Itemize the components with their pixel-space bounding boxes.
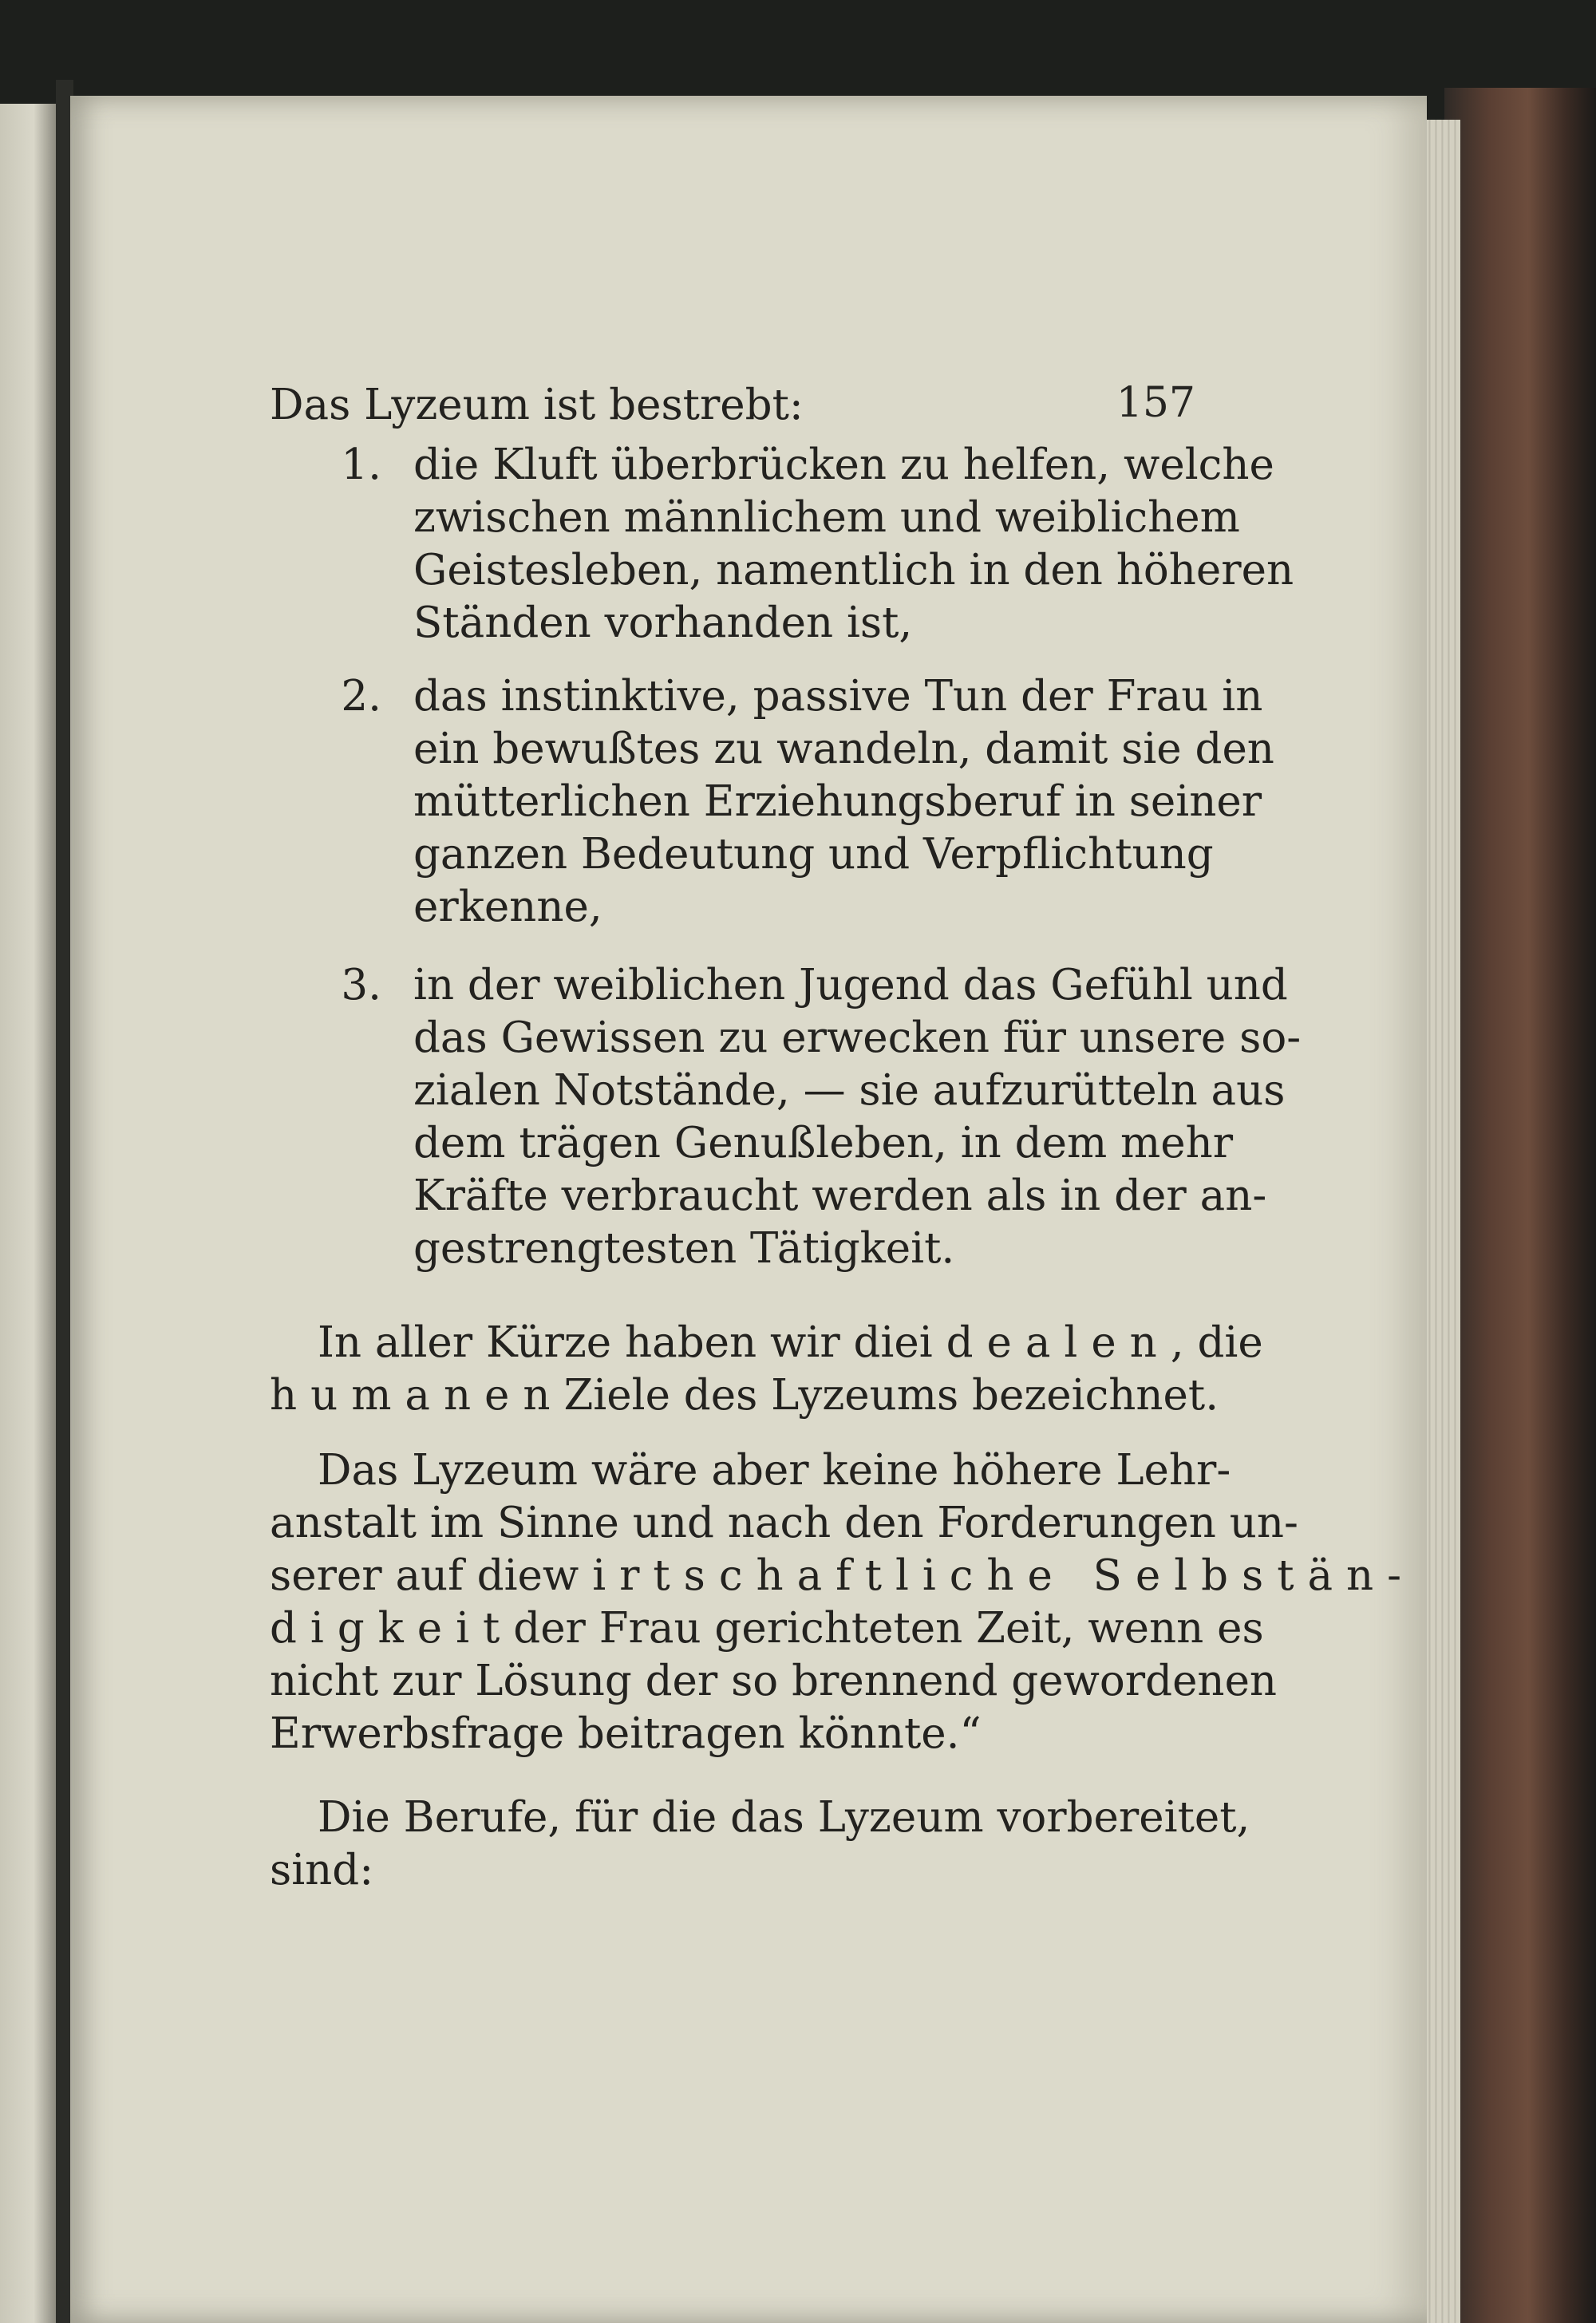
spaced-word: wirtschaftliche Selbstän- [542,1551,1415,1600]
text-line: Geistesleben, namentlich in den höheren [413,546,1294,595]
text-line: dem trägen Genußleben, in dem mehr [413,1119,1234,1167]
intro-text: Das Lyzeum ist bestrebt: [270,381,804,429]
text-line: zwischen männlichem und weiblichem [413,493,1240,542]
text-span: In aller Kürze haben wir die [318,1318,919,1367]
spaced-word: idealen [918,1318,1171,1367]
text-line [270,1369,1219,1422]
list-item [270,670,1274,934]
text-line: mütterlichen Erziehungsberuf in seiner [413,777,1262,826]
page-number: 157 [1116,379,1195,427]
list-item [270,439,1294,650]
text-line: Erwerbsfrage beitragen könnte.“ [270,1709,982,1758]
text-line: sind: [270,1846,374,1894]
spaced-word: digkeit [270,1604,514,1653]
text-line [270,1550,1415,1602]
text-line: erkenne, [413,883,602,931]
list-body [413,670,1274,934]
text-span: , die [1170,1318,1263,1367]
intro-line [270,379,1183,432]
paragraph [270,1792,1250,1897]
list-body [413,959,1302,1275]
text-line [270,1602,1264,1655]
list-item [270,959,1302,1275]
text-line: die Kluft überbrücken zu helfen, welche [413,441,1274,489]
list-number: 3. [341,961,381,1009]
text-line: in der weiblichen Jugend das Gefühl und [413,961,1288,1009]
text-line: anstalt im Sinne und nach den Forderungen un- [270,1499,1298,1547]
text-line: Kräfte verbraucht werden als in der an- [413,1171,1267,1220]
text-line: ein bewußtes zu wandeln, damit sie den [413,725,1274,773]
book-page [70,96,1427,2323]
list-number: 1. [341,441,381,489]
text-span: serer auf die [270,1551,543,1600]
spaced-word: humanen [270,1371,564,1420]
text-line: ganzen Bedeutung und Verpflichtung [413,830,1214,879]
text-line [270,1317,1263,1369]
text-line: Das Lyzeum wäre aber keine höhere Lehr- [318,1446,1231,1495]
text-line: gestrengtesten Tätigkeit. [413,1224,955,1273]
text-line: Ständen vorhanden ist, [413,599,913,647]
list-number: 2. [341,672,381,721]
left-page-edge [0,104,56,2323]
paragraph [270,1317,1263,1422]
text-line: das Gewissen zu erwecken für unsere so- [413,1013,1302,1062]
list-body [413,439,1294,650]
text-line: das instinktive, passive Tun der Frau in [413,672,1263,721]
book-cover-edge [1444,88,1596,2323]
text-span: der Frau gerichteten Zeit, wenn es [513,1604,1264,1653]
text-line: nicht zur Lösung der so brennend gewordenen [270,1657,1278,1705]
paragraph [270,1444,1415,1760]
text-span: Ziele des Lyzeums bezeichnet. [563,1371,1219,1420]
text-line: zialen Notstände, — sie aufzurütteln aus [413,1066,1286,1115]
text-line: Die Berufe, für die das Lyzeum vorbereitet, [318,1793,1250,1842]
